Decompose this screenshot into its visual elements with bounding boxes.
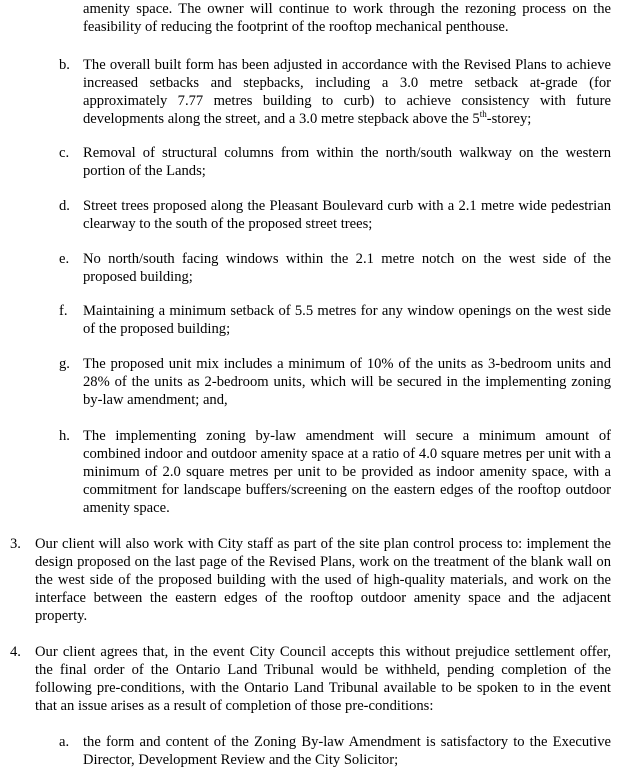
numbered-marker-3: 3. <box>10 536 21 552</box>
list-item-g: The proposed unit mix includes a minimum of 10% of the units as 3-bedroom units and 28% of the units as 2-bedroom units, which will be secured in the implementing zoning by-law amendment; and, <box>83 356 611 408</box>
list-marker-e: e. <box>59 251 70 267</box>
list-marker-h: h. <box>59 428 70 444</box>
list-marker-a: a. <box>59 734 70 750</box>
intro-paragraph: amenity space. The owner will continue to work through the rezoning process on the feasibility of reducing the footprint of the rooftop mechanical penthouse. <box>83 1 611 35</box>
list-item-c: Removal of structural columns from within the north/south walkway on the western portion of the Lands; <box>83 145 611 179</box>
list-item-b-tail: -storey; <box>486 111 532 127</box>
list-marker-c: c. <box>59 145 70 161</box>
superscript-th: th <box>479 109 487 120</box>
list-item-b-text: The overall built form has been adjusted in accordance with the Revised Plans to achieve increased setbacks and stepbacks, including a 3.0 metre setback at-grade (for approximately 7.77 metres building to curb) to achieve consistency with future developments along the street, and a 3.0 metre stepback above the 5 <box>83 57 611 127</box>
list-item-b <box>83 56 611 128</box>
numbered-item-3: Our client will also work with City staff as part of the site plan control process to: implement the design proposed on the last page of the Revised Plans, work on the treatment of the blank wall on the west side of the proposed building with the used of high-quality materials, and work on the interface between the eastern edges of the rooftop outdoor amenity space and the adjacent property. <box>35 536 611 624</box>
list-item-h: The implementing zoning by-law amendment will secure a minimum amount of combined indoor and outdoor amenity space at a ratio of 4.0 square metres per unit with a minimum of 2.0 square metres per unit to be provided as indoor amenity space, with a commitment for landscape buffers/screening on the eastern edges of the rooftop outdoor amenity space. <box>83 428 611 516</box>
numbered-marker-4: 4. <box>10 644 21 660</box>
list-item-e: No north/south facing windows within the 2.1 metre notch on the west side of the proposed building; <box>83 251 611 285</box>
list-item-f: Maintaining a minimum setback of 5.5 metres for any window openings on the west side of the proposed building; <box>83 303 611 337</box>
list-item-d: Street trees proposed along the Pleasant Boulevard curb with a 2.1 metre wide pedestrian clearway to the south of the proposed street trees; <box>83 198 611 232</box>
list-item-a: the form and content of the Zoning By-law Amendment is satisfactory to the Executive Director, Development Review and the City Solicitor; <box>83 734 611 768</box>
list-marker-d: d. <box>59 198 70 214</box>
list-marker-g: g. <box>59 356 70 372</box>
list-marker-f: f. <box>59 303 68 319</box>
numbered-item-4: Our client agrees that, in the event City Council accepts this without prejudice settlement offer, the final order of the Ontario Land Tribunal would be withheld, pending completion of the following pre-conditions, with the Ontario Land Tribunal available to be spoken to in the event that an issue arises as a result of completion of those pre-conditions: <box>35 644 611 714</box>
list-marker-b: b. <box>59 57 70 73</box>
